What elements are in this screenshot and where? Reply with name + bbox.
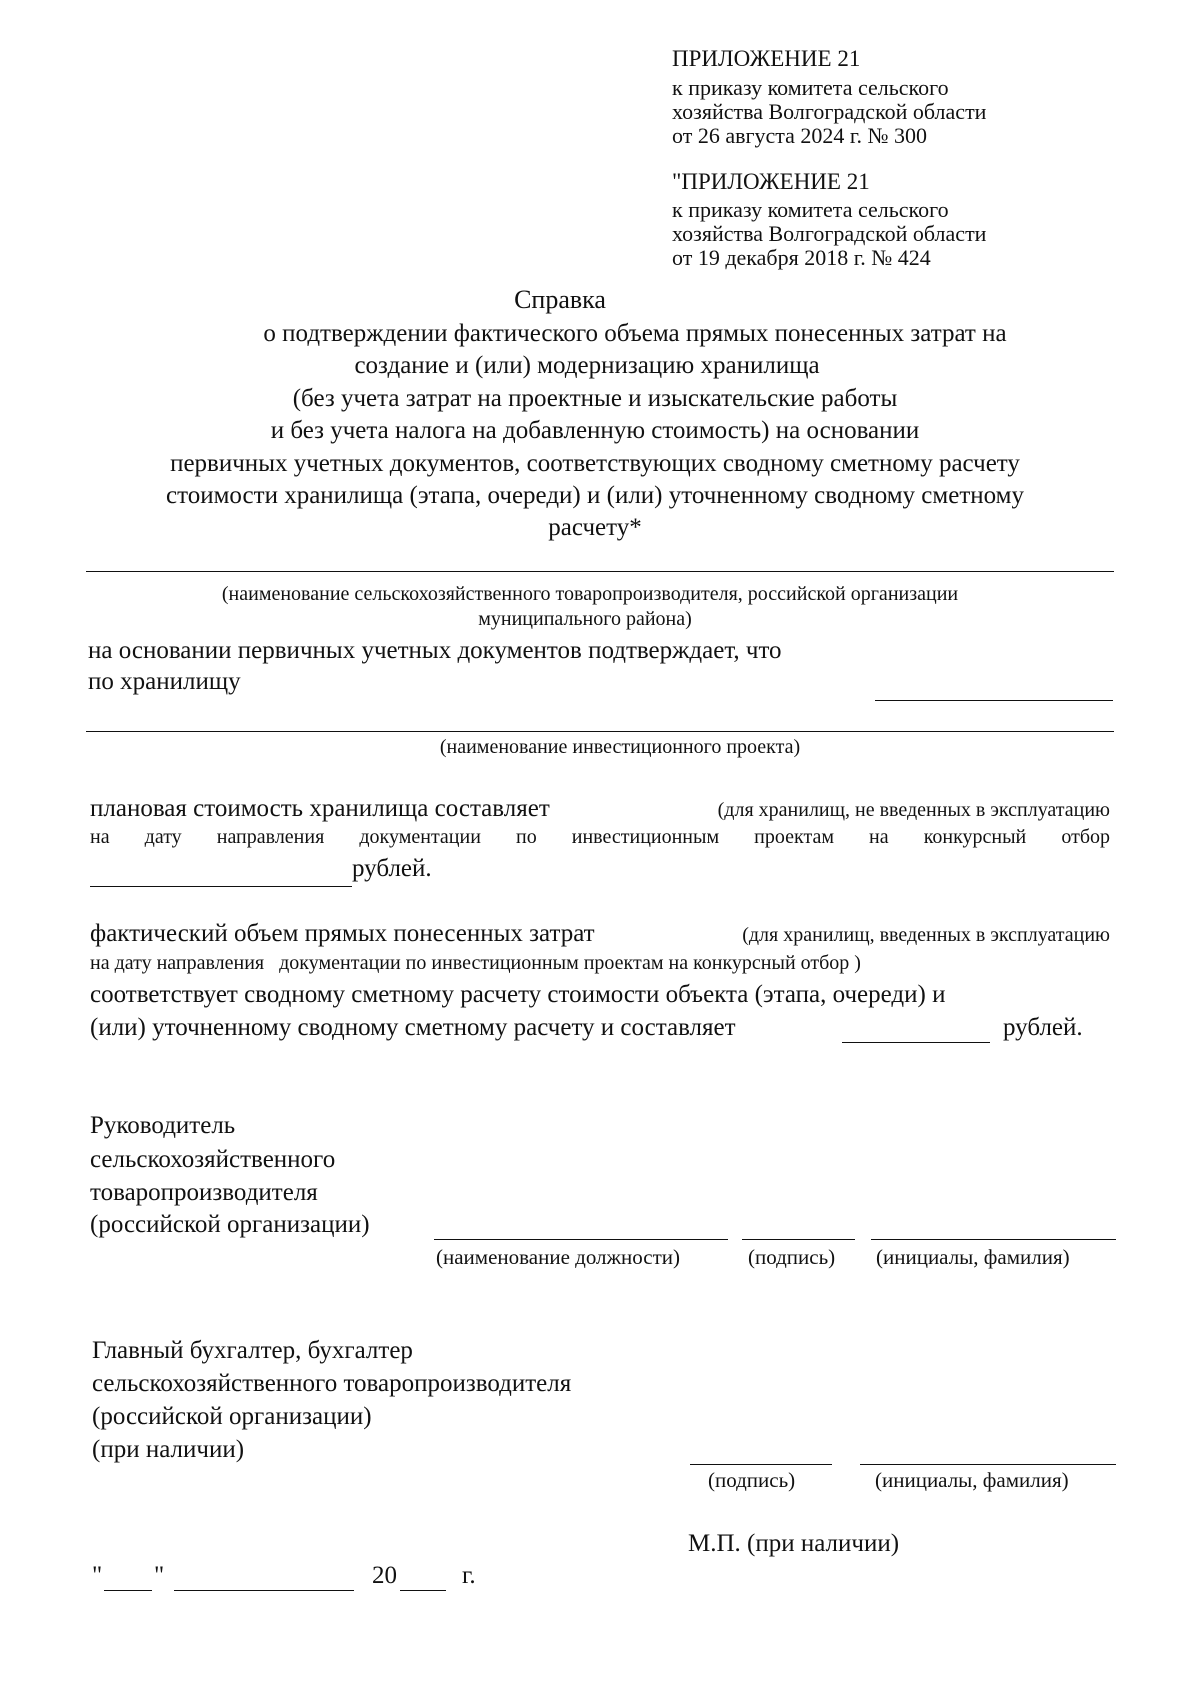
org-text: на основании первичных учетных документов подтверждает, что — [88, 637, 782, 664]
org-caption: муниципального района) — [478, 608, 692, 630]
accountant-signature-field[interactable] — [690, 1464, 832, 1465]
document-title: Справка — [514, 285, 606, 314]
actual-lead: фактический объем прямых понесенных затрат — [90, 920, 595, 947]
planned-amount-field[interactable] — [90, 886, 352, 887]
actual-note-2: на дату направления документации по инвестиционным проектам на конкурсный отбор ) — [90, 952, 861, 974]
date-quote-close: " — [154, 1562, 165, 1589]
actual-text: соответствует сводному сметному расчету стоимости объекта (этапа, очереди) и — [90, 981, 946, 1008]
actual-text: (или) уточненному сводному сметному расчету и составляет — [90, 1014, 736, 1041]
accountant-name-caption: (инициалы, фамилия) — [875, 1468, 1069, 1492]
accountant-title: (при наличии) — [92, 1436, 245, 1463]
subtitle-line: первичных учетных документов, соответствующих сводному сметному расчету — [170, 450, 1020, 477]
appendix-line: хозяйства Волгоградской области — [672, 99, 987, 124]
subtitle-line: расчету* — [548, 514, 642, 541]
actual-rub: рублей. — [1003, 1014, 1083, 1041]
appendix-line: к приказу комитета сельского — [672, 197, 949, 222]
accountant-title: (российской организации) — [92, 1403, 372, 1430]
project-caption: (наименование инвестиционного проекта) — [439, 736, 801, 758]
head-title: Руководитель — [90, 1112, 236, 1139]
storage-name-field[interactable] — [875, 700, 1113, 701]
accountant-signature-caption: (подпись) — [708, 1468, 796, 1492]
org-caption: (наименование сельскохозяйственного товаропроизводителя, российской организации — [221, 583, 959, 605]
subtitle-line: (без учета затрат на проектные и изыскательские работы — [292, 385, 898, 412]
stamp-label: М.П. (при наличии) — [688, 1530, 900, 1557]
head-title: (российской организации) — [90, 1211, 370, 1238]
accountant-name-field[interactable] — [860, 1464, 1116, 1465]
appendix-line: от 19 декабря 2018 г. № 424 — [672, 245, 931, 270]
head-position-field[interactable] — [434, 1239, 728, 1240]
head-name-caption: (инициалы, фамилия) — [876, 1245, 1070, 1269]
actual-line-1 — [90, 920, 1110, 948]
appendix-line: от 26 августа 2024 г. № 300 — [672, 123, 927, 148]
head-position-caption: (наименование должности) — [436, 1245, 681, 1269]
subtitle-line: и без учета налога на добавленную стоимость) на основании — [270, 417, 920, 444]
actual-note: (для хранилищ, введенных в эксплуатацию — [742, 924, 1110, 946]
appendix-title: ПРИЛОЖЕНИЕ 21 — [672, 46, 861, 71]
appendix-line: хозяйства Волгоградской области — [672, 221, 987, 246]
accountant-title: сельскохозяйственного товаропроизводителя — [92, 1370, 572, 1397]
head-signature-field[interactable] — [742, 1239, 855, 1240]
date-year-suffix: г. — [462, 1562, 476, 1589]
date-day-field[interactable] — [104, 1590, 152, 1591]
head-title: сельскохозяйственного — [90, 1146, 336, 1173]
head-title: товаропроизводителя — [90, 1179, 318, 1206]
head-signature-caption: (подпись) — [748, 1245, 836, 1269]
planned-line-1 — [90, 795, 1110, 823]
project-name-field[interactable] — [86, 731, 1114, 732]
date-year-field[interactable] — [400, 1590, 446, 1591]
date-quote-open: " — [92, 1562, 103, 1589]
actual-amount-field[interactable] — [842, 1042, 990, 1043]
appendix-line: к приказу комитета сельского — [672, 75, 949, 100]
head-name-field[interactable] — [871, 1239, 1116, 1240]
subtitle-line: создание и (или) модернизацию хранилища — [354, 352, 820, 379]
subtitle-line: стоимости хранилища (этапа, очереди) и (или) уточненному сводному сметному — [166, 482, 1024, 509]
planned-rub: рублей. — [352, 855, 432, 882]
org-name-field[interactable] — [86, 571, 1114, 572]
planned-note: (для хранилищ, не введенных в эксплуатацию — [717, 799, 1110, 821]
planned-lead: плановая стоимость хранилища составляет — [90, 795, 550, 822]
planned-note-2: на дату направления документации по инвестиционным проектам на конкурсный отбор — [90, 826, 1110, 848]
org-text: по хранилищу — [88, 668, 241, 695]
subtitle-line: о подтверждении фактического объема прямых понесенных затрат на — [263, 320, 1007, 347]
accountant-title: Главный бухгалтер, бухгалтер — [92, 1337, 413, 1364]
date-year-prefix: 20 — [372, 1562, 397, 1589]
appendix-title: "ПРИЛОЖЕНИЕ 21 — [672, 169, 870, 194]
date-month-field[interactable] — [174, 1590, 354, 1591]
